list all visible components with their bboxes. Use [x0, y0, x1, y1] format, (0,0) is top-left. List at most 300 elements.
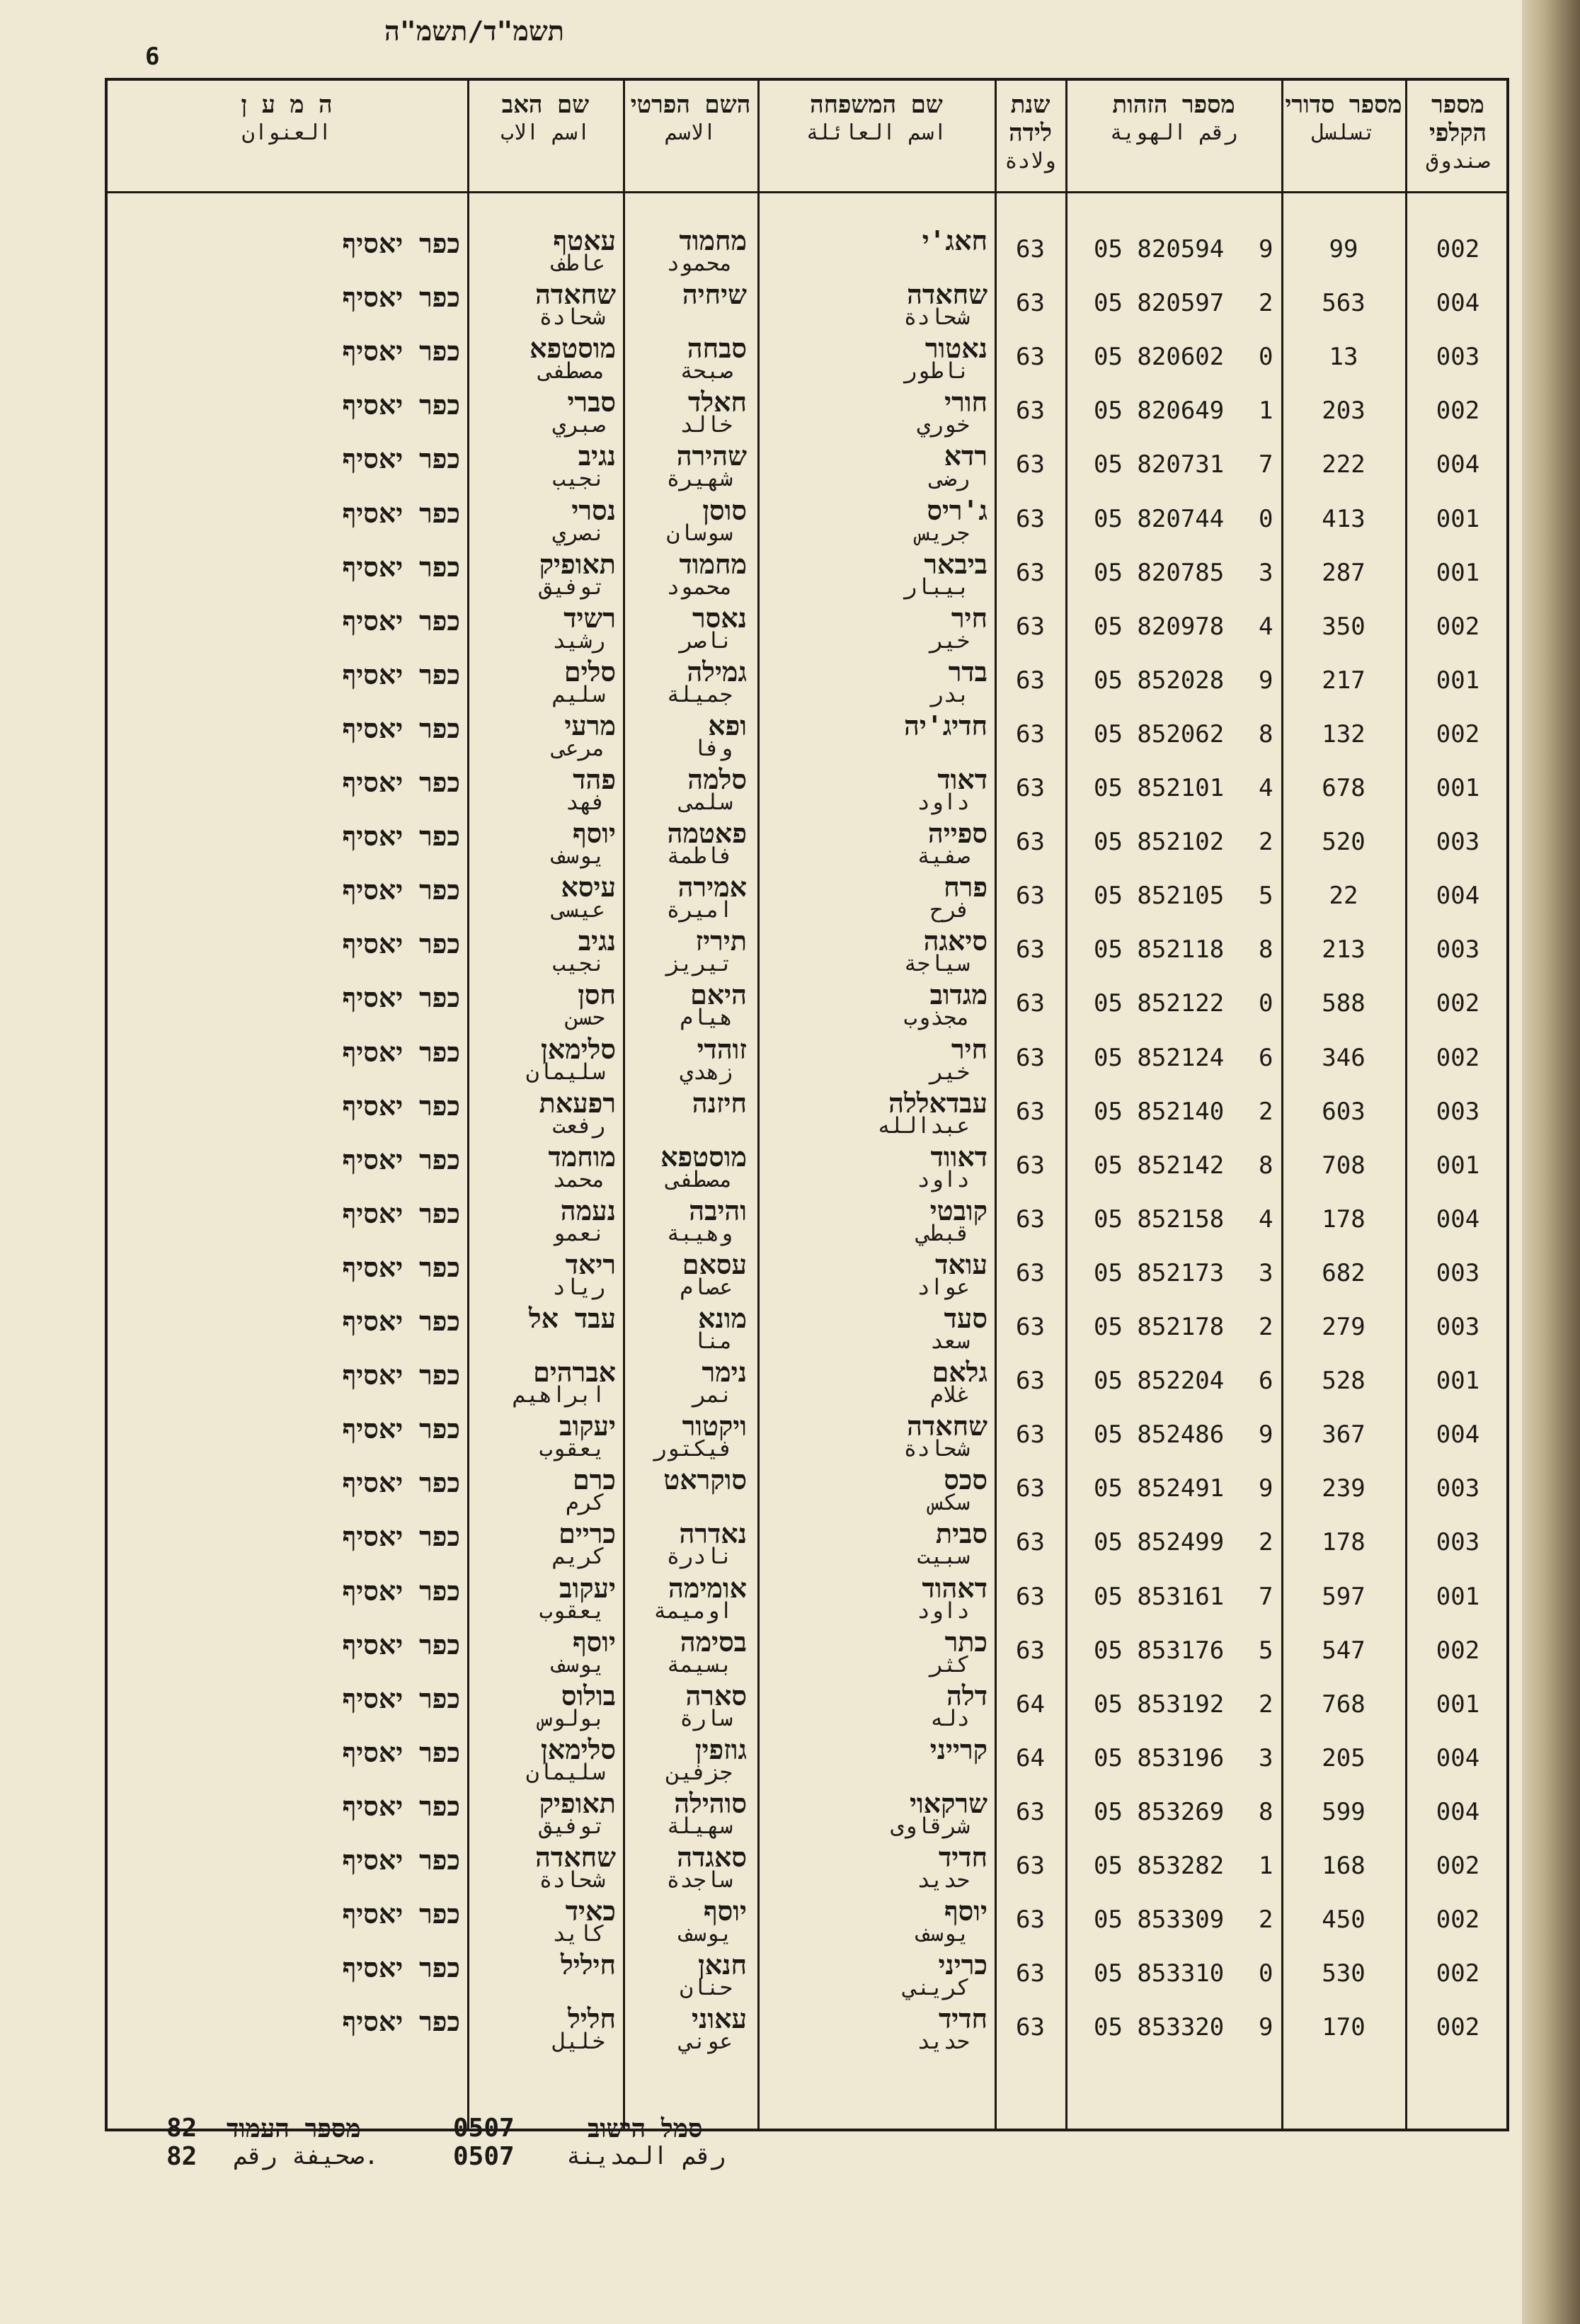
first-name-ar: نادرة [666, 1544, 733, 1570]
birth-year-cell: 63 [1016, 1367, 1045, 1396]
id-check-digit-cell: 0 [1259, 989, 1273, 1018]
ballot-box-cell: 004 [1436, 1797, 1480, 1826]
ballot-box-cell: 003 [1436, 1258, 1480, 1287]
first-name-he: סאגדה [677, 1842, 747, 1873]
first-name-ar: وهيبة [666, 1220, 733, 1246]
first-name-ar: نمر [693, 1382, 733, 1408]
serial-number-cell: 450 [1322, 1906, 1366, 1935]
father-name-ar: مرعى [552, 735, 605, 761]
address-cell: כפר יאסיף [342, 2006, 460, 2038]
id-check-digit-cell: 0 [1259, 1959, 1273, 1988]
family-name-ar: جريس [917, 520, 970, 546]
father-name-ar: عاطف [552, 251, 605, 276]
id-number-cell: 05 820602 [1094, 343, 1225, 372]
header-id: מספר הזהות رقم الهوية [1109, 91, 1238, 145]
id-number-cell: 05 853196 [1094, 1743, 1225, 1772]
family-name-he: יוסף [944, 1896, 988, 1927]
id-check-digit-cell: 4 [1259, 774, 1273, 802]
first-name-he: עסאם [682, 1248, 747, 1280]
father-name-ar: حسن [566, 1005, 605, 1031]
family-name-ar: شرقاوى [891, 1813, 970, 1839]
first-name-ar: عصام [680, 1274, 733, 1300]
address-cell: כפר יאסיף [342, 605, 460, 637]
ballot-box-cell: 001 [1436, 504, 1480, 533]
ballot-box-cell: 001 [1436, 558, 1480, 587]
id-number-cell: 05 853282 [1094, 1852, 1225, 1880]
first-name-he: מחמוד [679, 225, 747, 256]
header-father-name: שם האב اسم الاب [500, 91, 590, 145]
settlement-label-he: סמל הישוב [588, 2114, 703, 2143]
id-number-cell: 05 852101 [1094, 774, 1225, 802]
family-name-he: דאוד [937, 764, 988, 795]
birth-year-cell: 63 [1016, 1582, 1045, 1611]
header-box: מספר הקלפי صندوق [1426, 91, 1490, 173]
id-check-digit-cell: 4 [1259, 1204, 1273, 1234]
serial-number-cell: 99 [1329, 235, 1358, 263]
address-cell: כפר יאסיף [342, 1306, 460, 1337]
father-name-he: תאופיק [539, 1787, 616, 1819]
birth-year-cell: 63 [1016, 1474, 1045, 1503]
header-birth-year: שנת לידה ولادة [1004, 91, 1056, 173]
address-cell: כפר יאסיף [342, 767, 460, 798]
address-cell: כפר יאסיף [342, 1845, 460, 1876]
father-name-he: רשיד [563, 602, 616, 634]
father-name-he: בולוס [561, 1680, 616, 1711]
id-check-digit-cell: 2 [1259, 1906, 1273, 1935]
header-serial: מספר סדורי تسلسل [1285, 91, 1402, 145]
address-cell: כפר יאסיף [342, 1467, 460, 1499]
first-name-ar: صبحة [680, 358, 733, 385]
family-name-ar: شحادة [903, 304, 970, 331]
family-name-he: פרח [944, 872, 988, 904]
family-name-he: דאווד [930, 1141, 988, 1173]
ballot-box-cell: 001 [1436, 666, 1480, 695]
serial-number-cell: 588 [1322, 989, 1366, 1018]
birth-year-cell: 63 [1016, 289, 1045, 318]
father-name-he: יעקוב [559, 1411, 616, 1442]
id-check-digit-cell: 4 [1259, 612, 1273, 641]
id-check-digit-cell: 5 [1259, 1636, 1273, 1665]
ballot-box-cell: 002 [1436, 719, 1480, 748]
address-cell: כפר יאסיף [342, 551, 460, 583]
id-number-cell: 05 852499 [1094, 1528, 1225, 1557]
family-name-he: סכס [944, 1464, 988, 1496]
serial-number-cell: 708 [1322, 1151, 1366, 1180]
address-cell: כפר יאסיף [342, 282, 460, 314]
table-row [0, 1088, 1522, 1141]
father-name-he: תאופיק [539, 548, 616, 580]
father-name-ar: كريم [552, 1544, 605, 1570]
address-cell: כפר יאסיף [342, 1090, 460, 1122]
serial-number-cell: 413 [1322, 504, 1366, 533]
id-check-digit-cell: 7 [1259, 450, 1273, 479]
birth-year-cell: 63 [1016, 235, 1045, 263]
first-name-ar: بسيمة [666, 1651, 733, 1678]
table-row [0, 1034, 1522, 1088]
address-cell: כפר יאסיף [342, 1898, 460, 1930]
first-name-he: גמילה [687, 656, 747, 688]
family-name-ar: سكس [930, 1490, 970, 1516]
family-name-ar: خير [930, 627, 970, 654]
first-name-he: מוסטפא [660, 1141, 747, 1173]
family-name-he: כריני [938, 1949, 988, 1981]
address-cell: כפר יאסיף [342, 712, 460, 744]
table-row [0, 1788, 1522, 1842]
ballot-box-cell: 002 [1436, 1906, 1480, 1935]
first-name-ar: تيريز [666, 951, 733, 977]
first-name-ar: فاطمة [666, 843, 733, 870]
address-cell: כפר יאסיף [342, 1251, 460, 1283]
birth-year-cell: 63 [1016, 1258, 1045, 1287]
first-name-he: סוסן [702, 494, 747, 526]
family-name-ar: عبدالله [877, 1112, 970, 1139]
serial-number-cell: 213 [1322, 935, 1366, 964]
father-name-he: מרעי [564, 710, 616, 741]
birth-year-cell: 63 [1016, 774, 1045, 802]
family-name-he: חדיד [938, 1842, 988, 1873]
first-name-he: סלמה [687, 764, 747, 795]
first-name-ar: جزفين [666, 1759, 733, 1785]
family-name-ar: رضى [930, 466, 970, 492]
id-check-digit-cell: 0 [1259, 343, 1273, 372]
serial-number-cell: 367 [1322, 1420, 1366, 1449]
table-row [0, 1195, 1522, 1249]
serial-number-cell: 597 [1322, 1582, 1366, 1611]
ballot-box-cell: 001 [1436, 774, 1480, 802]
first-name-ar: محمود [666, 574, 733, 600]
settlement-code-ar: 0507 [453, 2142, 515, 2171]
ballot-box-cell: 002 [1436, 397, 1480, 426]
id-check-digit-cell: 8 [1259, 1151, 1273, 1180]
birth-year-cell: 63 [1016, 935, 1045, 964]
address-cell: כפר יאסיף [342, 821, 460, 853]
father-name-ar: يعقوب [539, 1436, 605, 1462]
father-name-he: סברי [567, 387, 616, 418]
father-name-he: יעקוב [559, 1572, 616, 1604]
id-check-digit-cell: 1 [1259, 1852, 1273, 1880]
first-name-ar: يوسف [680, 1921, 733, 1947]
serial-number-cell: 768 [1322, 1690, 1366, 1719]
father-name-he: יוסף [573, 818, 616, 850]
first-name-he: סבחה [687, 333, 747, 365]
serial-number-cell: 530 [1322, 1959, 1366, 1988]
serial-number-cell: 350 [1322, 612, 1366, 641]
serial-number-cell: 132 [1322, 719, 1366, 748]
id-number-cell: 05 853320 [1094, 2013, 1225, 2042]
father-name-ar: عيسى [552, 897, 605, 923]
family-name-he: סיאגה [923, 925, 988, 957]
table-row [0, 1627, 1522, 1680]
father-name-ar: خليل [552, 2029, 605, 2055]
id-number-cell: 05 852486 [1094, 1420, 1225, 1449]
father-name-he: רפעאת [539, 1087, 616, 1119]
address-cell: כפר יאסיף [342, 1952, 460, 1984]
family-name-he: שחאדה [907, 1411, 988, 1442]
table-row [0, 1842, 1522, 1896]
address-cell: כפר יאסיף [342, 336, 460, 368]
settlement-label-ar: رقم المدينة [566, 2142, 726, 2170]
birth-year-cell: 63 [1016, 1636, 1045, 1665]
family-name-he: מגדוב [929, 979, 988, 1011]
id-check-digit-cell: 2 [1259, 1690, 1273, 1719]
family-name-he: חאג'י [922, 225, 988, 256]
birth-year-cell: 63 [1016, 1313, 1045, 1341]
table-row [0, 1734, 1522, 1788]
family-name-he: חיר [951, 602, 988, 634]
family-name-he: עבדאללה [888, 1087, 988, 1119]
family-name-he: חורי [944, 387, 988, 418]
id-number-cell: 05 852140 [1094, 1097, 1225, 1126]
address-cell: כפר יאסיף [342, 1413, 460, 1445]
ballot-box-cell: 003 [1436, 343, 1480, 372]
serial-number-cell: 563 [1322, 289, 1366, 318]
id-check-digit-cell: 3 [1259, 558, 1273, 587]
first-name-he: בסימה [680, 1626, 747, 1658]
father-name-ar: فهد [566, 790, 605, 815]
id-check-digit-cell: 2 [1259, 1313, 1273, 1341]
first-name-he: זוהדי [697, 1033, 747, 1065]
serial-number-cell: 178 [1322, 1528, 1366, 1557]
first-name-he: נימר [702, 1357, 747, 1389]
family-name-ar: داود [917, 1166, 970, 1192]
father-name-he: פהד [573, 764, 616, 795]
family-name-ar: داود [917, 790, 970, 815]
father-name-ar: ابراهيم [513, 1382, 605, 1408]
father-name-he: מוסטפא [529, 333, 616, 365]
birth-year-cell: 64 [1016, 1690, 1045, 1719]
first-name-he: יוסף [704, 1896, 747, 1927]
first-name-he: עאוני [692, 2003, 747, 2035]
ballot-box-cell: 002 [1436, 1043, 1480, 1072]
birth-year-cell: 64 [1016, 1743, 1045, 1772]
father-name-he: שחאדה [535, 279, 616, 311]
table-row [0, 764, 1522, 818]
serial-number-cell: 170 [1322, 2013, 1366, 2042]
family-name-ar: شحادة [903, 1436, 970, 1462]
serial-number-cell: 217 [1322, 666, 1366, 695]
table-row [0, 1464, 1522, 1518]
table-row [0, 603, 1522, 656]
table-row [0, 333, 1522, 387]
family-name-ar: كريني [903, 1975, 970, 2001]
family-name-ar: بيبار [903, 574, 970, 600]
family-name-he: סעד [944, 1303, 988, 1334]
family-name-ar: غلام [930, 1382, 970, 1408]
ballot-box-cell: 003 [1436, 935, 1480, 964]
family-name-he: קרייני [929, 1733, 988, 1765]
family-name-ar: كثر [930, 1651, 970, 1678]
father-name-ar: محمد [552, 1166, 605, 1192]
id-number-cell: 05 820978 [1094, 612, 1225, 641]
birth-year-cell: 63 [1016, 397, 1045, 426]
address-cell: כפר יאסיף [342, 1575, 460, 1607]
table-row [0, 1518, 1522, 1572]
father-name-ar: توفيق [539, 1813, 605, 1839]
id-number-cell: 05 852062 [1094, 719, 1225, 748]
family-name-he: קובטי [929, 1195, 988, 1226]
birth-year-cell: 63 [1016, 2013, 1045, 2042]
id-number-cell: 05 853309 [1094, 1906, 1225, 1935]
first-name-he: תיריז [695, 925, 747, 957]
serial-number-cell: 279 [1322, 1313, 1366, 1341]
id-number-cell: 05 852124 [1094, 1043, 1225, 1072]
header-family-name: שם המשפחה اسم العائلة [806, 91, 947, 145]
father-name-he: עבד אל [528, 1303, 616, 1334]
address-cell: כפר יאסיף [342, 1682, 460, 1714]
address-cell: כפר יאסיף [342, 659, 460, 690]
father-name-ar: كايد [552, 1921, 605, 1947]
id-check-digit-cell: 2 [1259, 289, 1273, 318]
father-name-he: חסן [578, 979, 616, 1011]
birth-year-cell: 63 [1016, 504, 1045, 533]
first-name-he: סוהילה [674, 1787, 747, 1819]
id-check-digit-cell: 0 [1259, 504, 1273, 533]
id-number-cell: 05 820649 [1094, 397, 1225, 426]
father-name-ar: يعقوب [539, 1597, 605, 1624]
year-header: תשמ"ד/תשמ"ה [384, 16, 564, 47]
serial-number-cell: 346 [1322, 1043, 1366, 1072]
id-number-cell: 05 853310 [1094, 1959, 1225, 1988]
address-cell: כפר יאסיף [342, 497, 460, 529]
first-name-he: נאדרה [679, 1518, 747, 1550]
birth-year-cell: 63 [1016, 719, 1045, 748]
first-name-ar: مصطفى [666, 1166, 733, 1192]
first-name-ar: خالد [680, 412, 733, 438]
birth-year-cell: 63 [1016, 1852, 1045, 1880]
page-label-ar: صحيفة رقم. [234, 2142, 379, 2170]
serial-number-cell: 287 [1322, 558, 1366, 587]
first-name-he: שיחיה [682, 279, 747, 311]
father-name-he: כרם [573, 1464, 616, 1496]
first-name-he: אמירה [677, 872, 747, 904]
first-name-he: חיזנה [692, 1087, 747, 1119]
family-name-he: שרקאוי [910, 1787, 988, 1819]
id-number-cell: 05 852122 [1094, 989, 1225, 1018]
father-name-ar: رشيد [552, 627, 605, 654]
address-cell: כפר יאסיף [342, 1736, 460, 1768]
father-name-he: עאטף [553, 225, 616, 256]
id-number-cell: 05 820785 [1094, 558, 1225, 587]
first-name-ar: منا [693, 1328, 733, 1354]
father-name-ar: كرم [566, 1490, 605, 1516]
first-name-ar: عوني [680, 2029, 733, 2055]
id-check-digit-cell: 9 [1259, 666, 1273, 695]
serial-number-cell: 13 [1329, 343, 1358, 372]
father-name-he: שחאדה [535, 1842, 616, 1873]
table-row [0, 872, 1522, 925]
id-check-digit-cell: 9 [1259, 2013, 1273, 2042]
page-number: 6 [145, 42, 160, 71]
serial-number-cell: 203 [1322, 397, 1366, 426]
birth-year-cell: 63 [1016, 882, 1045, 911]
header-rule [105, 191, 1509, 193]
address-cell: כפר יאסיף [342, 928, 460, 960]
first-name-he: סוקראט [663, 1464, 747, 1496]
family-name-ar: ناطور [903, 358, 970, 385]
table-row [0, 1411, 1522, 1464]
id-number-cell: 05 852118 [1094, 935, 1225, 964]
birth-year-cell: 63 [1016, 1906, 1045, 1935]
page-edge [1522, 0, 1580, 2324]
settlement-code-he: 0507 [453, 2114, 515, 2143]
family-name-he: סבית [935, 1518, 988, 1550]
table-row [0, 495, 1522, 549]
birth-year-cell: 63 [1016, 558, 1045, 587]
table-row [0, 656, 1522, 710]
address-cell: כפר יאסיף [342, 389, 460, 421]
father-name-ar: نجيب [552, 466, 605, 492]
father-name-ar: نعمو [552, 1220, 605, 1246]
family-name-he: כתר [944, 1626, 988, 1658]
id-number-cell: 05 852142 [1094, 1151, 1225, 1180]
family-name-ar: دله [930, 1705, 970, 1731]
serial-number-cell: 603 [1322, 1097, 1366, 1126]
birth-year-cell: 63 [1016, 1959, 1045, 1988]
family-name-ar: داود [917, 1597, 970, 1624]
header-first-name: השם הפרטי الاسم [630, 91, 751, 145]
father-name-he: סלימאן [541, 1733, 616, 1765]
birth-year-cell: 63 [1016, 1043, 1045, 1072]
father-name-he: אברהים [533, 1357, 616, 1389]
birth-year-cell: 63 [1016, 343, 1045, 372]
family-name-ar: سبيت [917, 1544, 970, 1570]
father-name-ar: بولوس [539, 1705, 605, 1731]
father-name-ar: توفيق [539, 574, 605, 600]
ballot-box-cell: 004 [1436, 450, 1480, 479]
serial-number-cell: 205 [1322, 1743, 1366, 1772]
family-name-he: חיר [951, 1033, 988, 1065]
table-row [0, 440, 1522, 494]
father-name-ar: رياد [552, 1274, 605, 1300]
first-name-he: והיבה [689, 1195, 747, 1226]
id-number-cell: 05 852173 [1094, 1258, 1225, 1287]
first-name-he: חאלד [688, 387, 747, 418]
serial-number-cell: 682 [1322, 1258, 1366, 1287]
address-cell: כפר יאסיף [342, 1790, 460, 1822]
serial-number-cell: 678 [1322, 774, 1366, 802]
family-name-ar: سعد [930, 1328, 970, 1354]
address-cell: כפר יאסיף [342, 875, 460, 906]
birth-year-cell: 63 [1016, 450, 1045, 479]
id-check-digit-cell: 9 [1259, 1420, 1273, 1449]
address-cell: כפר יאסיף [342, 1036, 460, 1068]
father-name-ar: سليم [552, 681, 605, 707]
table-row [0, 1896, 1522, 1949]
first-name-he: גוזפין [694, 1733, 747, 1765]
id-number-cell: 05 852102 [1094, 828, 1225, 857]
first-name-he: נאסר [692, 602, 747, 634]
address-cell: כפר יאסיף [342, 228, 460, 259]
family-name-he: עואד [935, 1248, 988, 1280]
father-name-ar: سليمان [526, 1759, 605, 1785]
id-check-digit-cell: 3 [1259, 1258, 1273, 1287]
birth-year-cell: 63 [1016, 612, 1045, 641]
first-name-ar: ناصر [680, 627, 733, 654]
serial-number-cell: 547 [1322, 1636, 1366, 1665]
family-name-he: חדיג'יה [904, 710, 988, 741]
id-number-cell: 05 852178 [1094, 1313, 1225, 1341]
birth-year-cell: 63 [1016, 1097, 1045, 1126]
table-row [0, 1303, 1522, 1357]
id-number-cell: 05 852028 [1094, 666, 1225, 695]
serial-number-cell: 520 [1322, 828, 1366, 857]
first-name-ar: سارة [680, 1705, 733, 1731]
father-name-he: סלימאן [541, 1033, 616, 1065]
father-name-he: נסרי [571, 494, 616, 526]
id-number-cell: 05 852491 [1094, 1474, 1225, 1503]
id-number-cell: 05 820597 [1094, 289, 1225, 318]
family-name-he: ספייה [927, 818, 988, 850]
